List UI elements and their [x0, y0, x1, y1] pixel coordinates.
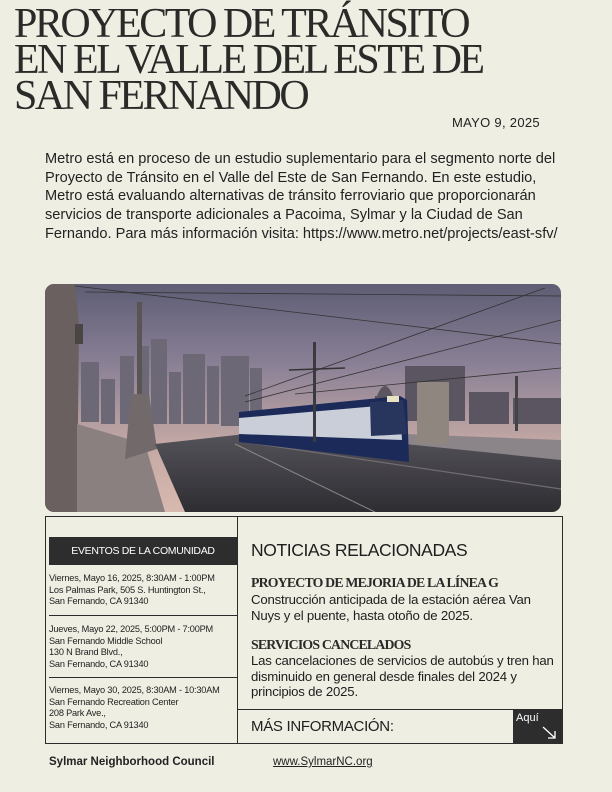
publish-date: MAYO 9, 2025	[452, 115, 540, 130]
arrow-down-right-icon	[541, 726, 557, 740]
website-link[interactable]: www.SylmarNC.org	[273, 756, 373, 768]
event-line: Los Palmas Park, 505 S. Huntington St.,	[49, 584, 206, 595]
page-title	[14, 1, 483, 119]
news-item-body: Las cancelaciones de servicios de autobús y tren han disminuido en general desde finales del 2024 y principios de 2025.	[251, 653, 554, 700]
event-line: 208 Park Ave.,	[49, 708, 106, 718]
news-item-body: Construcción anticipada de la estación aérea Van Nuys y el puente, hasta otoño de 2025.	[251, 592, 531, 623]
event-line: Jueves, Mayo 22, 2025, 5:00PM - 7:00PM	[49, 624, 213, 634]
organization-name: Sylmar Neighborhood Council	[49, 756, 215, 768]
event-line: 130 N Brand Blvd.,	[49, 647, 123, 657]
news-item-title: SERVICIOS CANCELADOS	[251, 637, 411, 652]
event-item	[49, 573, 237, 608]
title-line: EN EL VALLE DEL ESTE DE	[14, 37, 483, 83]
event-item	[49, 685, 237, 731]
news-heading: NOTICIAS RELACIONADAS	[251, 540, 468, 560]
event-divider	[49, 615, 237, 616]
more-info-button[interactable]	[513, 710, 563, 744]
title-line: PROYECTO DE TRÁNSITO	[14, 1, 469, 47]
event-line: Viernes, Mayo 16, 2025, 8:30AM - 1:00PM	[49, 573, 215, 583]
events-heading: EVENTOS DE LA COMUNIDAD	[49, 537, 237, 565]
news-item-title: PROYECTO DE MEJORIA DE LA LÍNEA G	[251, 575, 499, 590]
event-line: San Fernando Middle School	[49, 635, 163, 646]
metro-train-photo	[45, 284, 561, 512]
event-line: San Fernando, CA 91340	[49, 658, 149, 669]
event-line: Viernes, Mayo 30, 2025, 8:30AM - 10:30AM	[49, 685, 220, 695]
event-item	[49, 624, 237, 670]
intro-paragraph: Metro está en proceso de un estudio suplementario para el segmento norte del Proyecto de Tránsito en el Valle del Este de San Fernando. En este estudio, Metro está evaluando alternativas de tránsito ferroviario que proporcionarán servicios de transporte adicionales a Pacoima, Sylmar y la Ciudad de San Fernando. Para más información visita: https://www.metro.net/projects/east-sfv/	[45, 151, 558, 242]
more-info-label: MÁS INFORMACIÓN:	[251, 718, 394, 735]
more-info-button-label: Aquí	[516, 712, 539, 724]
event-line: San Fernando Recreation Center	[49, 696, 179, 707]
event-line: San Fernando, CA 91340	[49, 596, 149, 606]
event-divider	[49, 677, 237, 678]
title-line: SAN FERNANDO	[14, 73, 308, 119]
event-line: San Fernando, CA 91340	[49, 719, 149, 730]
